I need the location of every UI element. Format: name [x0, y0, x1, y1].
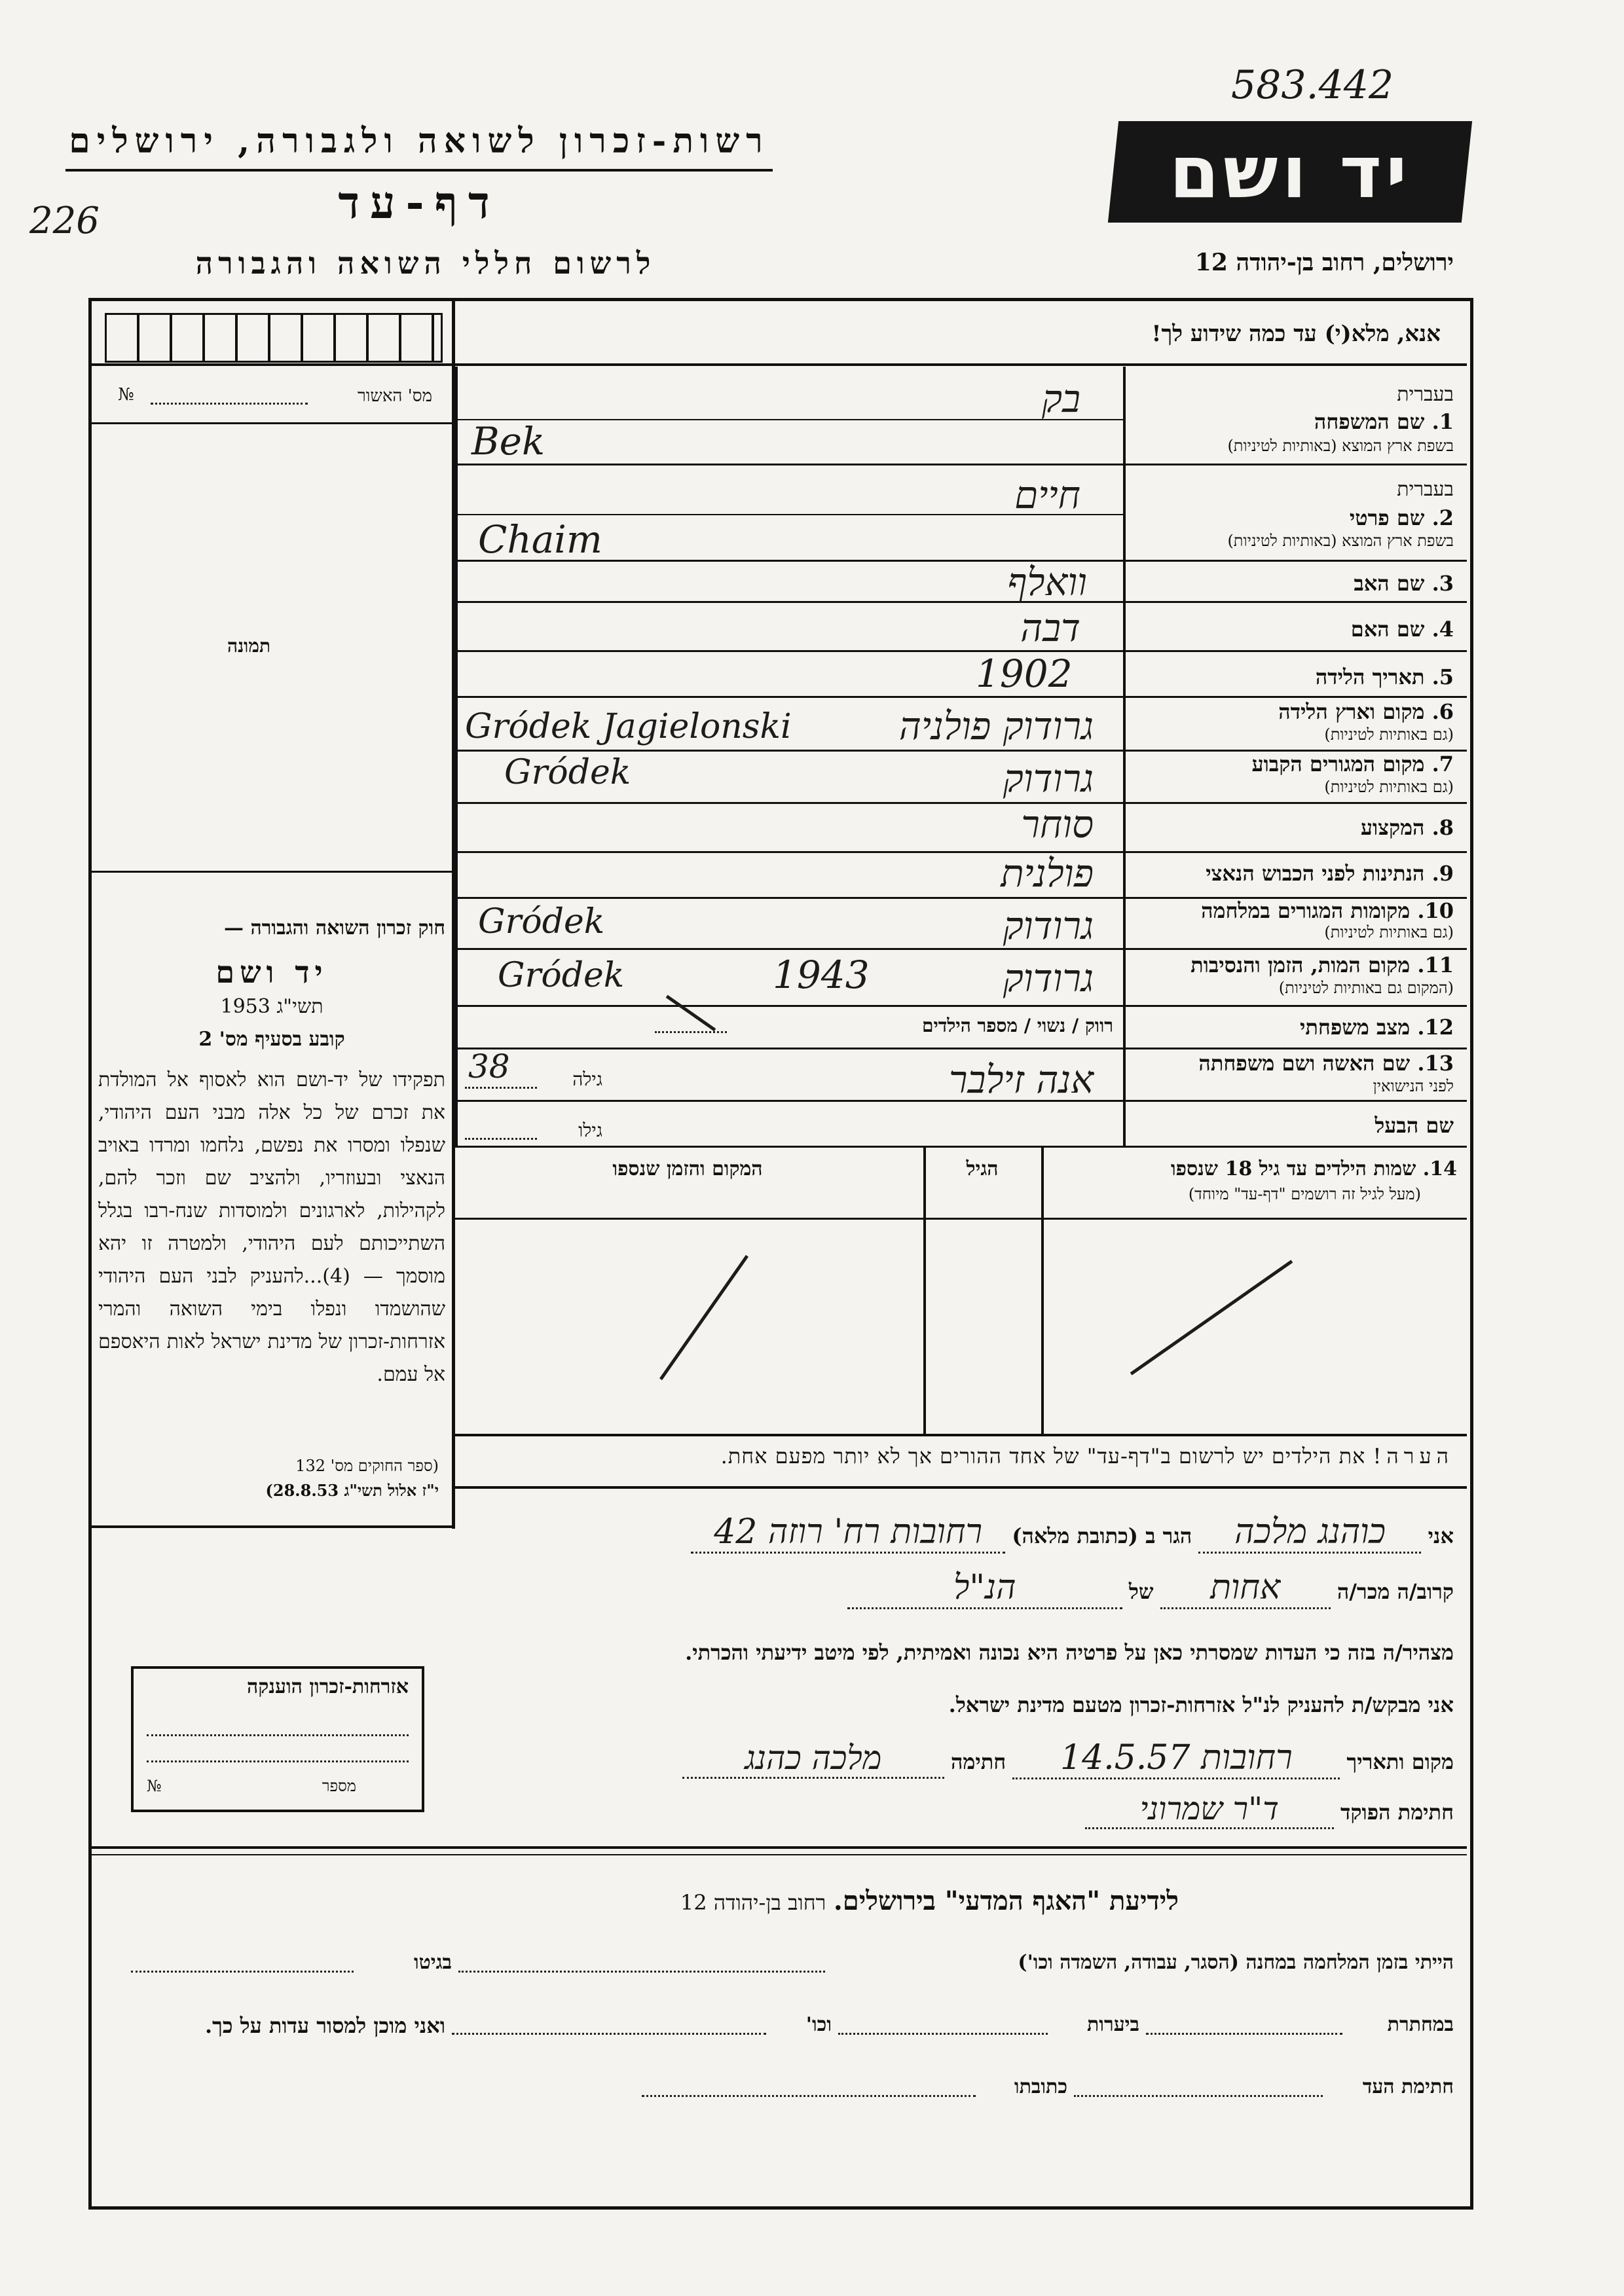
field-11-latin-value: Gródek: [498, 956, 625, 995]
declaration-line-4: אני מבקש/ת להעניק לנ"ל אזרחות-זכרון מטעם מדינת ישראל.: [948, 1692, 1454, 1717]
field-9-label: [1133, 861, 1454, 886]
field-5-label: [1133, 665, 1454, 689]
archive-number: 583.442: [1231, 62, 1394, 108]
footer-partisans-field: [838, 2033, 1048, 2035]
field-4-value: דבה: [1020, 606, 1080, 650]
law-ref-2: י"ז אלול תשי"ג 28.8.53): [265, 1481, 439, 1500]
footer-underground: במחתרת: [1387, 2013, 1454, 2036]
declaration-line-1: [471, 1512, 1454, 1554]
children-sub: (מעל לגיל זה רושמים "דף-עד" מיוחד): [1188, 1185, 1421, 1203]
field-8-value: סוחר: [1021, 802, 1094, 847]
field-13-sub: לפני הנישואין: [1373, 1077, 1454, 1095]
field-6-sub: (גם באותיות לטיניות): [1324, 725, 1454, 744]
row-sep: [455, 464, 1467, 465]
declaration-line-3: מצהיר/ה בזה כי העדות שמסרתי כאן על פרטיה היא נכונה ואמיתית, לפי מיטב ידיעתי והכרתי.: [685, 1640, 1454, 1665]
field-5-name: תאריך הלידה: [1315, 665, 1425, 689]
field-13-num: 13.: [1417, 1051, 1454, 1076]
field-13-age-label: גילה: [572, 1068, 602, 1090]
row-sep: [455, 696, 1467, 698]
field-6-value: גרודוק פולניה: [898, 704, 1094, 748]
field-12-children-field: [655, 1031, 727, 1033]
photo-label: תמונה: [227, 635, 271, 657]
field-1-lang: בעברית: [1397, 383, 1454, 406]
relation-name: הנ"ל: [847, 1568, 1122, 1609]
field-13-value: אנה זילבר: [948, 1057, 1094, 1102]
field-2-lang: בעברית: [1397, 478, 1454, 501]
field-3-name: שם האב: [1354, 571, 1425, 596]
photo-separator: [92, 871, 452, 873]
address: ירושלים, רחוב בן-יהודה 12: [1194, 249, 1454, 276]
field-9-name: הנתינות לפני הכבוש הנאצי: [1206, 861, 1425, 886]
value-area-left-border: [455, 367, 458, 1146]
field-13-age-field: [465, 1087, 537, 1089]
field-12-options: רווק / נשוי / מספר הילדים: [921, 1015, 1113, 1036]
field-5-value: 1902: [976, 651, 1073, 696]
field-1-hebrew-value: בק: [1042, 376, 1080, 421]
citizenship-title: אזרחות-זכרון הוענקה: [246, 1675, 409, 1698]
children-col-age: הגיל: [966, 1157, 999, 1180]
field-7-label: [1133, 752, 1454, 776]
left-panel-bottom: [92, 1525, 455, 1528]
field-3-label: [1133, 571, 1454, 596]
children-table-bottom: [455, 1434, 1467, 1436]
field-10-value: גרודוק: [1003, 903, 1094, 948]
field-husband-age-label: גילו: [578, 1120, 602, 1141]
footer-witness-sig-field: [1074, 2095, 1323, 2097]
logo-text: יד ושם: [1169, 130, 1411, 214]
authority-underline: [65, 169, 773, 172]
field-8-name: המקצוע: [1360, 815, 1425, 840]
field-11-value: גרודוק: [1003, 956, 1094, 1000]
field-11-num: 11.: [1417, 953, 1454, 977]
row-sep: [455, 1048, 1467, 1049]
field-11-name: מקום המות, הזמן והנסיבות: [1190, 953, 1411, 977]
field-2-latin-value: Chaim: [478, 517, 602, 562]
law-year: תשי"ג 1953: [220, 995, 323, 1018]
field-4-num: 4.: [1431, 617, 1454, 642]
field-3-value: וואלף: [1007, 560, 1087, 604]
field-1-num: 1.: [1431, 409, 1454, 434]
note-bottom: [455, 1486, 1467, 1489]
footer-line-1: הייתי בזמן המלחמה במחנה (הסגר, עבודה, השמדה וכו'): [1018, 1951, 1454, 1974]
children-col-divider-1: [1041, 1146, 1044, 1434]
field-2-hebrew-value: חיים: [1014, 473, 1080, 517]
law-name: יד ושם: [215, 955, 328, 990]
footer-separator-1: [92, 1846, 1467, 1849]
field-10-num: 10.: [1417, 898, 1454, 923]
citizenship-number-label: מספר: [322, 1777, 356, 1795]
footer-title-row: [458, 1886, 1179, 1916]
barcode-boxes: [105, 313, 443, 363]
footer-title: לידיעת "האגף המדעי" בירושלים.: [833, 1886, 1179, 1916]
field-3-num: 3.: [1431, 571, 1454, 596]
row-sep: [455, 1005, 1467, 1007]
official-row: [471, 1791, 1454, 1829]
approval-no: №: [118, 385, 134, 405]
citizenship-no: №: [147, 1777, 162, 1795]
field-12-num: 12.: [1417, 1015, 1454, 1040]
row-sep: [455, 650, 1467, 652]
field-7-num: 7.: [1431, 752, 1454, 776]
law-ref-1: (ספר החוקים מס' 132: [295, 1457, 439, 1475]
field-1-label: [1133, 409, 1454, 434]
field-10-sub: (גם באותיות לטיניות): [1324, 923, 1454, 941]
field-4-name: שם האם: [1350, 617, 1425, 642]
field-6-label: [1133, 699, 1454, 724]
citizenship-line-2: [147, 1760, 409, 1762]
field-husband-label: שם הבעל: [1375, 1113, 1454, 1138]
declaration-prefix: אני: [1428, 1523, 1454, 1548]
field-11-label: [1133, 953, 1454, 977]
field-5-num: 5.: [1431, 665, 1454, 689]
field-7-value: גרודוק: [1003, 756, 1094, 801]
footer-camp-field: [458, 1971, 825, 1973]
form-title: דף-עד: [338, 177, 500, 229]
children-col-place: המקום והזמן שנספו: [612, 1157, 763, 1180]
field-1-latin-value: Bek: [471, 419, 545, 464]
official-label: חתימת הפוקד: [1340, 1800, 1454, 1825]
field-2-sub: בשפת ארץ המוצא (באותיות לטיניות): [1227, 532, 1454, 550]
footer-etc: וכו': [805, 2013, 832, 2036]
field-11-year: 1943: [773, 953, 870, 997]
field-11-sub: (המקום גם באותיות לטיניות): [1278, 979, 1454, 997]
field-6-num: 6.: [1431, 699, 1454, 724]
note-text: את הילדים יש לרשום ב"דף-עד" של אחד ההורים אך לא יותר מפעם אחת.: [720, 1444, 1366, 1468]
footer-partisans: ביערות: [1086, 2013, 1139, 2036]
declarant-address: רחובות רח' רוזה 42: [691, 1512, 1005, 1554]
relation-value: אחות: [1160, 1568, 1331, 1609]
approval-label: מס' האשור: [357, 386, 432, 406]
field-10-latin-value: Gródek: [478, 902, 605, 941]
footer-ghetto: בגיטו: [413, 1951, 452, 1974]
field-8-label: [1133, 815, 1454, 840]
row-sep: [455, 1146, 1467, 1148]
declaration-line-2: [471, 1568, 1454, 1609]
footer-ready: ואני מוכן למסור עדות על כך.: [204, 2013, 445, 2038]
row-sep: [455, 948, 1467, 950]
field-12-name: מצב משפחתי: [1300, 1015, 1411, 1040]
place-date-value: רחובות 14.5.57: [1012, 1738, 1340, 1779]
field-10-name: מקומות המגורים במלחמה: [1201, 898, 1411, 923]
form-subtitle: לרשום חללי השואה והגבורה: [195, 246, 656, 281]
declaration-mid: הגר ב (כתובת מלאה): [1012, 1523, 1192, 1548]
field-12-label: [1133, 1015, 1454, 1040]
instruction-line: [92, 363, 1467, 366]
footer-address-label: כתובתו: [1014, 2075, 1067, 2098]
note-row: [465, 1444, 1454, 1468]
field-4-label: [1133, 617, 1454, 642]
field-9-value: פולנית: [1001, 851, 1094, 896]
note-label: הערה!: [1373, 1444, 1454, 1468]
law-clause: קובע בסעיף מס' 2: [198, 1028, 345, 1051]
footer-separator-2: [92, 1854, 1467, 1855]
field-8-num: 8.: [1431, 815, 1454, 840]
field-7-name: מקום המגורים הקבוע: [1251, 752, 1425, 776]
children-col-divider-2: [923, 1146, 926, 1434]
children-label: 14. שמות הילדים עד גיל 18 שנספו: [1170, 1157, 1457, 1180]
declarant-name: כוהנג מלכה: [1198, 1512, 1421, 1554]
field-husband-age-field: [465, 1138, 537, 1140]
field-6-name: מקום וארץ הלידה: [1278, 699, 1425, 724]
footer-witness-sig: חתימת העד: [1362, 2075, 1454, 2098]
relation-label: קרוב/ה מכר/ה: [1337, 1579, 1454, 1604]
place-date-label: מקום ותאריך: [1346, 1749, 1454, 1774]
field-9-num: 9.: [1431, 861, 1454, 886]
footer-etc-field: [452, 2033, 766, 2035]
field-13-name: שם האשה ושם משפחתה: [1198, 1051, 1411, 1076]
field-13-label: [1133, 1051, 1454, 1076]
field-1-sub: בשפת ארץ המוצא (באותיות לטיניות): [1227, 437, 1454, 455]
field-2-label: [1133, 505, 1454, 530]
place-date-row: [471, 1738, 1454, 1779]
field-10-label: [1133, 898, 1454, 923]
instruction: אנא, מלא(י) עד כמה שידוע לך!: [1151, 321, 1441, 347]
field-6-latin-value: Gródek Jagielonski: [465, 707, 792, 746]
side-number: 226: [29, 200, 100, 242]
official-value: ד"ר שמרוני: [1085, 1791, 1334, 1829]
signature-value: מלכה כהנג: [682, 1739, 944, 1779]
label-column-divider: [1123, 367, 1126, 1146]
citizenship-line-1: [147, 1734, 409, 1736]
approval-field: [151, 403, 308, 405]
footer-address-field: [642, 2095, 976, 2097]
field-2-name: שם פרטי: [1349, 505, 1425, 530]
footer-underground-field: [1146, 2033, 1342, 2035]
field-2-num: 2.: [1431, 505, 1454, 530]
field-1-name: שם המשפחה: [1314, 409, 1425, 434]
law-title: חוק זכרון השואה והגבורה —: [224, 917, 445, 939]
signature-label: חתימה: [950, 1749, 1006, 1774]
citizenship-box: [131, 1666, 424, 1812]
relation-of: של: [1128, 1579, 1154, 1604]
children-header-sep: [455, 1218, 1467, 1220]
approval-separator: [92, 422, 452, 424]
field-7-sub: (גם באותיות לטיניות): [1324, 778, 1454, 796]
footer-address: רחוב בן-יהודה 12: [680, 1890, 826, 1915]
footer-ghetto-field: [131, 1971, 354, 1973]
field-7-latin-value: Gródek: [504, 753, 631, 792]
authority-line: רשות-זכרון לשואה ולגבורה, ירושלים: [69, 121, 769, 161]
field-13-age-value: 38: [468, 1048, 510, 1085]
law-text: תפקידו של יד-ושם הוא לאסוף אל המולדת את זכרם של כל אלה מבני העם היהודי, שנפלו ומסרו את נפשם, נלחמו ומרדו באויב הנאצי ובעוזריו, ולהציב שם וזכר להם, לקהילות, לארגונים ולמוסדות שנח-רבו בגלל השתייכותם לעם היהודי, ולמטרה זו יהא מוסמך — (4)...להעניק לבני העם היהודי שהושמדו ונפלו בימי השואה והמרי אזרחות-זכרון של מדינת ישראל לאות היאספם אל עמם.: [98, 1068, 446, 1386]
